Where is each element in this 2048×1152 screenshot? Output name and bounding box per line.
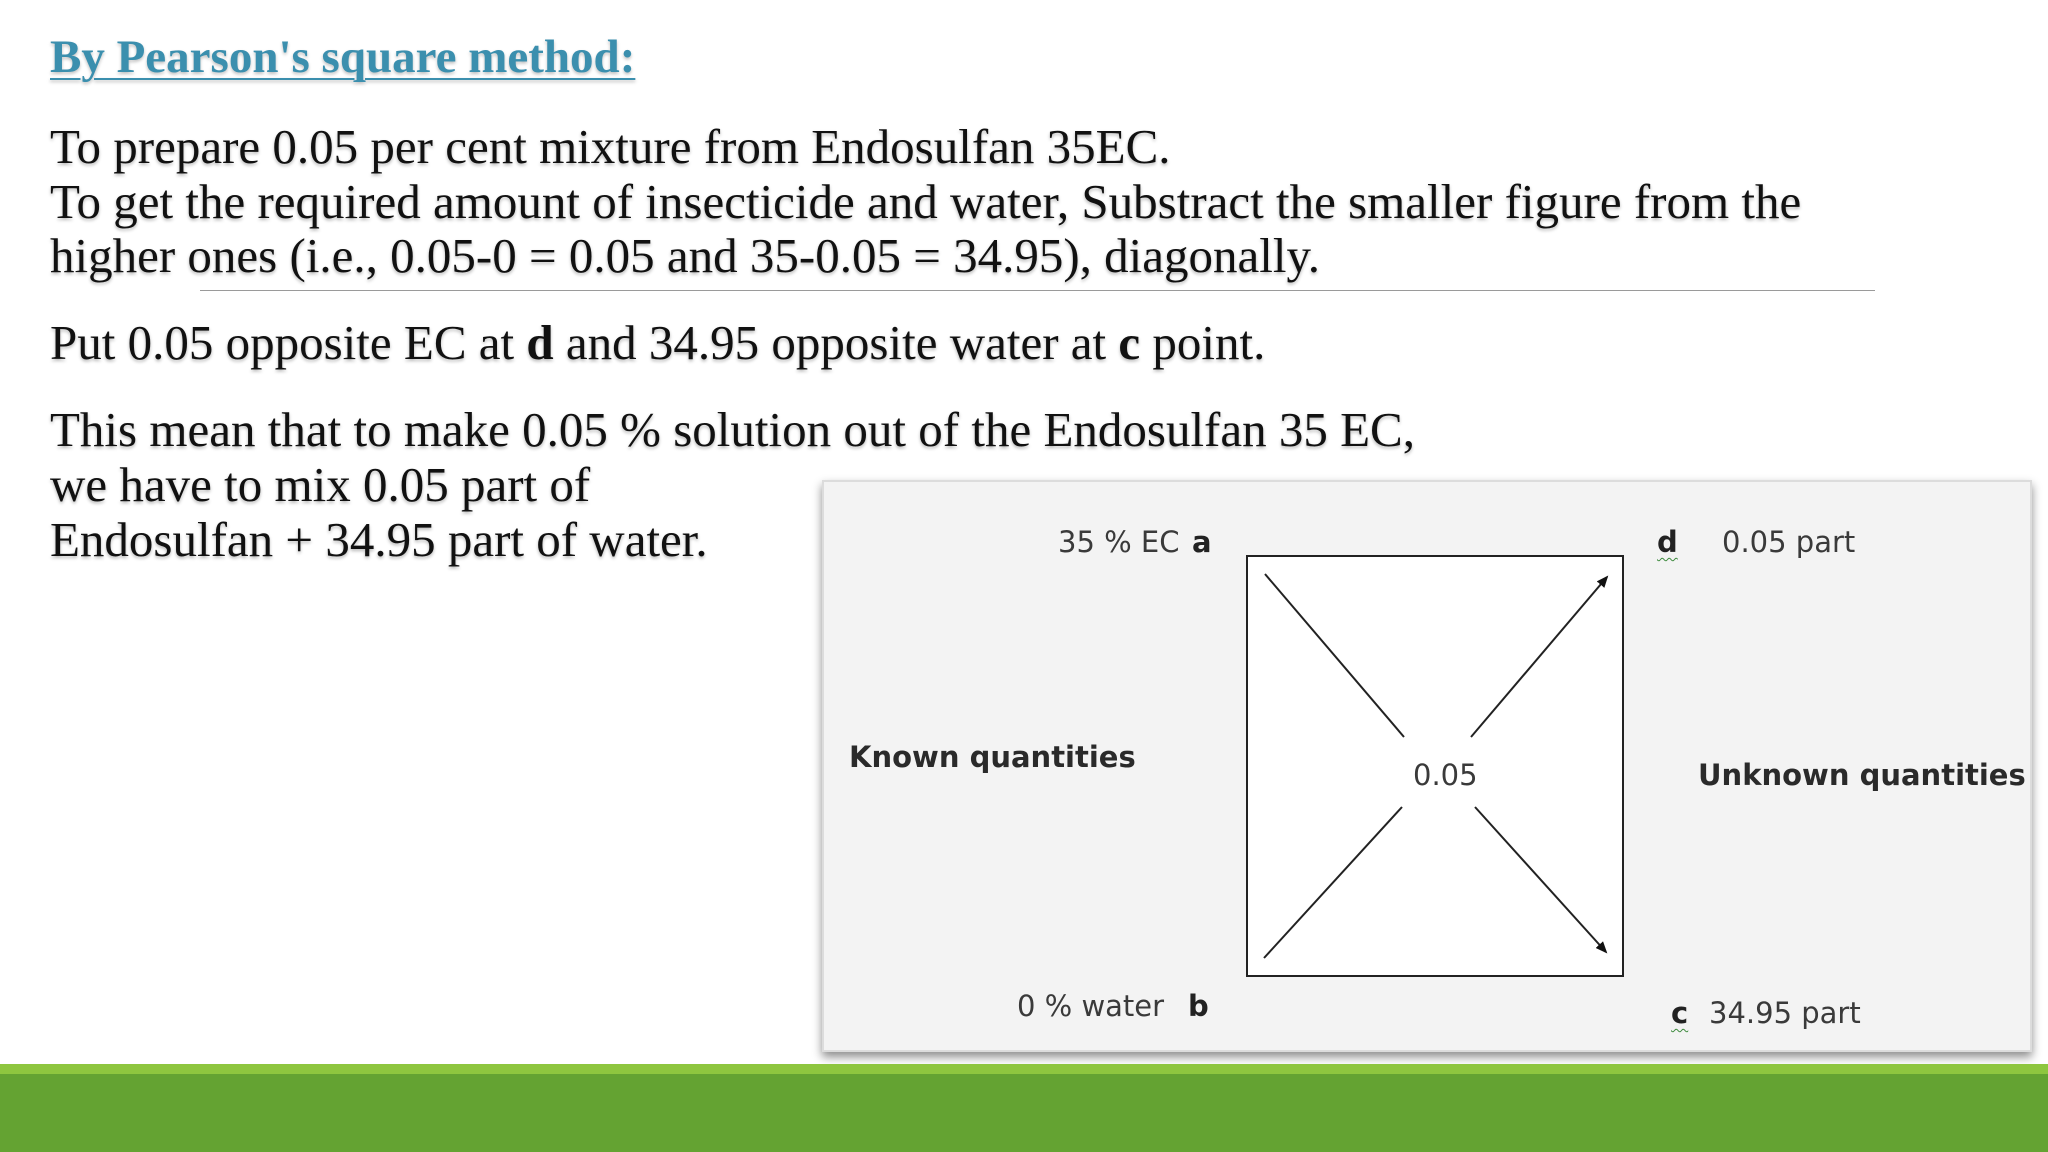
label-0-05-part: 0.05 part (1722, 525, 1856, 559)
footer-band-light (0, 1064, 2048, 1074)
point-a-letter: a (1192, 525, 1212, 559)
unknown-quantities-caption: Unknown quantities (1698, 758, 2026, 792)
point-d-letter: d (1657, 525, 1678, 559)
text-line-endosulfan-water: Endosulfan + 34.95 part of water. (50, 512, 708, 567)
center-value: 0.05 (1413, 758, 1478, 792)
text-line-put-values: Put 0.05 opposite EC at d and 34.95 opposite water at c point. (50, 315, 1266, 370)
text-line-mix: we have to mix 0.05 part of (50, 457, 591, 512)
point-d-bold: d (526, 315, 554, 370)
footer-band-dark (0, 1074, 2048, 1152)
slide-heading: By Pearson's square method: (50, 31, 636, 83)
label-35-percent-ec: 35 % EC (1058, 525, 1180, 559)
text-line-required-amount: To get the required amount of insecticide and water, Substract the smaller figure from the (50, 174, 1802, 229)
pearson-square-diagram (822, 480, 2032, 1052)
text-line-prepare: To prepare 0.05 per cent mixture from Endosulfan 35EC. (50, 119, 1171, 174)
known-quantities-caption: Known quantities (849, 740, 1136, 774)
point-c-bold: c (1118, 315, 1141, 370)
label-0-percent-water: 0 % water (1017, 989, 1165, 1023)
divider-line (200, 290, 1875, 291)
point-b-letter: b (1188, 989, 1209, 1023)
label-34-95-part: 34.95 part (1709, 996, 1861, 1030)
point-c-letter: c (1671, 996, 1689, 1030)
text-line-diagonally: higher ones (i.e., 0.05-0 = 0.05 and 35-0.05 = 34.95), diagonally. (50, 228, 1321, 283)
text-line-mean: This mean that to make 0.05 % solution out of the Endosulfan 35 EC, (50, 402, 1415, 457)
